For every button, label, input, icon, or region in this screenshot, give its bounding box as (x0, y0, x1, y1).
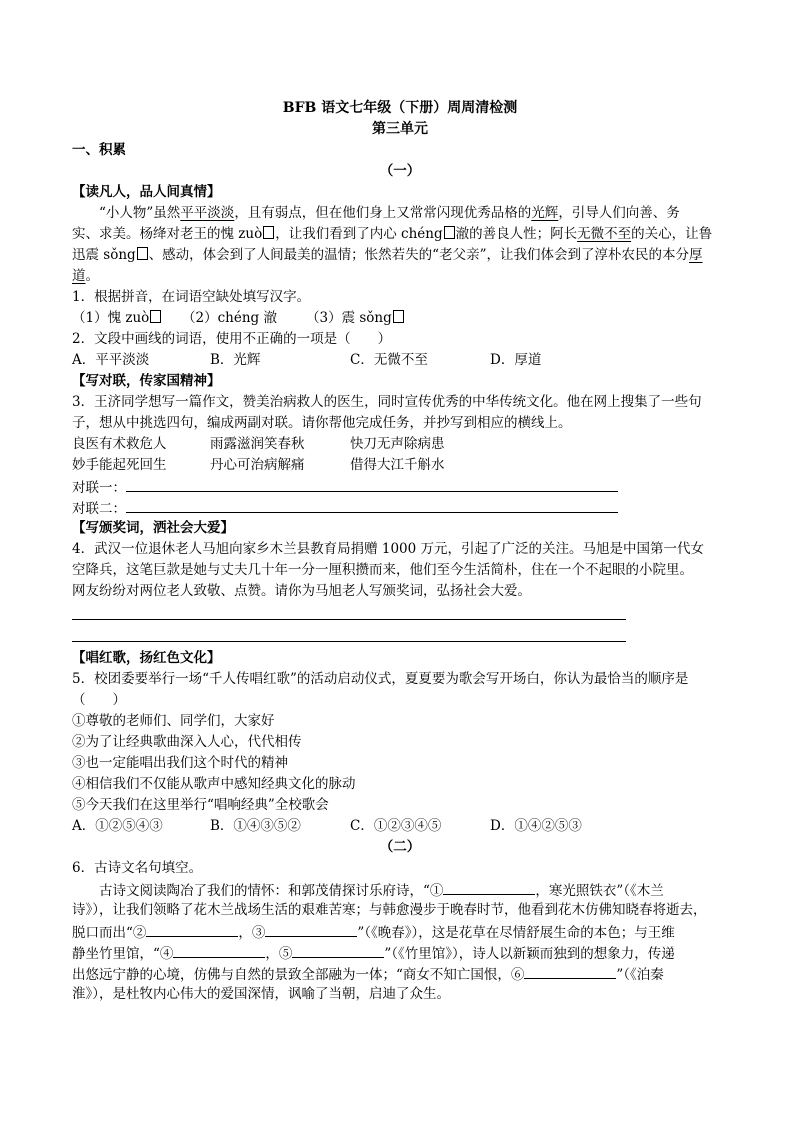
passage-line-1: “小人物”虽然平平淡淡，且有弱点，但在他们身上又常常闪现优秀品格的光辉，引导人们向善、务 (99, 205, 680, 221)
question-1-options: （1）愧 zuò （2）chéng 澈 （3）震 sǒng (72, 308, 728, 329)
passage-line-2: 实、求美。杨绛对老王的愧 zuò ，让我们看到了内心 chéng 澈的善良人性；阿长无微不至的关心，让鲁 (72, 226, 713, 242)
blank-box[interactable] (137, 247, 148, 260)
couplet-phrase: 快刀无声除病患 (350, 436, 445, 452)
poem-line-1: 古诗文阅读陶冶了我们的情怀：和郭茂倩探讨乐府诗，“① ，寒光照铁衣”（《木兰 (72, 879, 728, 900)
poem-line-5: 出悠远宁静的心境，仿佛与自然的景致全部融为一体；“商女不知亡国恨，⑥ ”（《泊秦 (72, 963, 728, 984)
couplet-answer-2: 对联二： (72, 497, 728, 518)
question-5-line-2: （ ） (72, 692, 126, 708)
question-4-line-2: 空降兵，这笔巨款是她与丈夫几十年一分一厘积攒而来，他们至今生活简朴，住在一个不起眼的小院里。 (72, 562, 693, 578)
question-2: 2．文段中画线的词语，使用不正确的一项是（ ） (72, 331, 392, 347)
option-a[interactable]: A．①②⑤④③ (72, 818, 163, 834)
award-answer-area (72, 604, 626, 642)
blank-box[interactable] (150, 310, 161, 323)
poem-blank-3[interactable] (265, 921, 357, 937)
answer-blank[interactable] (126, 476, 618, 492)
poem-blank-4[interactable] (173, 942, 265, 958)
blank-box[interactable] (263, 226, 274, 239)
couplet-phrase: 妙手能起死回生 (72, 457, 167, 473)
question-6-head: 6．古诗文名句填空。 (72, 860, 203, 876)
blank-box[interactable] (444, 226, 455, 239)
section-heading-a: 【读凡人，品人间真情】 (72, 184, 221, 200)
option-d[interactable]: D．厚道 (490, 352, 542, 368)
question-1: 1．根据拼音，在词语空缺处填写汉字。 (72, 289, 311, 305)
poem-line-4: 静坐竹里馆，“④ ，⑤ ”（《竹里馆》），诗人以新颖而独到的想象力，传递 (72, 942, 728, 963)
poem-blank-6[interactable] (524, 963, 616, 979)
option-b[interactable]: B．①④③⑤② (210, 818, 301, 834)
sequence-item: ⑤今天我们在这里举行“唱响经典”全校歌会 (72, 797, 329, 813)
worksheet-page (72, 98, 728, 1005)
poem-line-2: 诗》），让我们领略了花木兰战场生活的艰难苦寒；与韩愈漫步于晚春时节，他看到花木仿佛知晓春将逝去， (72, 902, 707, 918)
poem-blank-1[interactable] (443, 879, 535, 895)
question-5-line-1: 5．校团委要举行一场“千人传唱红歌”的活动启动仪式，夏夏要为歌会写开场白，你认为最恰当的顺序是 (72, 671, 689, 687)
couplet-phrase: 丹心可治病解痛 (210, 457, 305, 473)
sub-heading-1: （一） (379, 163, 421, 179)
poem-line-6: 淮》），是杜牧内心伟大的爱国深情，讽喻了当朝，启迪了众生。 (72, 986, 450, 1002)
option-d[interactable]: D．①④②⑤③ (490, 818, 582, 834)
passage-line-3: 迅震 sǒng 、感动，体会到了人间最美的温情；怅然若失的“老父亲”，让我们体会到了淳朴农民的本分厚 (72, 247, 703, 263)
poem-blank-2[interactable] (146, 921, 238, 937)
sequence-item: ①尊敬的老师们、同学们，大家好 (72, 713, 275, 729)
blank-box[interactable] (393, 310, 404, 323)
sub-heading-2: （二） (379, 839, 421, 855)
passage-line-4: 道。 (72, 268, 99, 284)
poem-blank-5[interactable] (292, 942, 384, 958)
section-heading-d: 【唱红歌，扬红色文化】 (72, 650, 221, 666)
question-4-line-3: 网友纷纷对两位老人致敬、点赞。请你为马旭老人写颁奖词，弘扬社会大爱。 (72, 583, 531, 599)
couplet-phrase: 借得大江千斛水 (350, 457, 445, 473)
sequence-item: ③也一定能唱出我们这个时代的精神 (72, 755, 288, 771)
question-4-line-1: 4．武汉一位退休老人马旭向家乡木兰县教育局捐赠 1000 万元，引起了广泛的关注。马旭是中国第一代女 (72, 541, 705, 557)
couplet-phrase: 雨露滋润笑春秋 (210, 436, 305, 452)
couplet-row-1 (72, 434, 728, 455)
section-heading-c: 【写颁奖词，洒社会大爱】 (72, 520, 234, 536)
question-5-options (72, 816, 728, 837)
couplet-answer-1: 对联一： (72, 476, 728, 497)
question-3-line-1: 3．王济同学想写一篇作文，赞美治病救人的医生，同时宣传优秀的中华传统文化。他在网上搜集了一些句 (72, 394, 702, 410)
sequence-item: ②为了让经典歌曲深入人心，代代相传 (72, 734, 302, 750)
answer-blank[interactable] (126, 497, 618, 513)
answer-line[interactable] (72, 604, 626, 620)
part-heading: 一、积累 (72, 142, 126, 158)
answer-line[interactable] (72, 626, 626, 642)
option-b[interactable]: B．光辉 (210, 352, 261, 368)
option-a[interactable]: A．平平淡淡 (72, 352, 150, 368)
question-2-options (72, 350, 728, 371)
couplet-row-2 (72, 455, 728, 476)
sequence-item: ④相信我们不仅能从歌声中感知经典文化的脉动 (72, 776, 356, 792)
option-c[interactable]: C．①②③④⑤ (350, 818, 442, 834)
poem-line-3: 脱口而出“② ，③ ”（《晚春》），这是花草在尽情舒展生命的本色；与王维 (72, 921, 728, 942)
unit-title: 第三单元 (372, 121, 428, 137)
couplet-phrase: 良医有术救危人 (72, 436, 167, 452)
option-c[interactable]: C．无微不至 (350, 352, 428, 368)
section-heading-b: 【写对联，传家国精神】 (72, 373, 221, 389)
question-3-line-2: 子，想从中挑选四句，编成两副对联。请你帮他完成任务，并抄写到相应的横线上。 (72, 415, 572, 431)
page-title: BFB 语文七年级（下册）周周清检测 (282, 100, 518, 116)
